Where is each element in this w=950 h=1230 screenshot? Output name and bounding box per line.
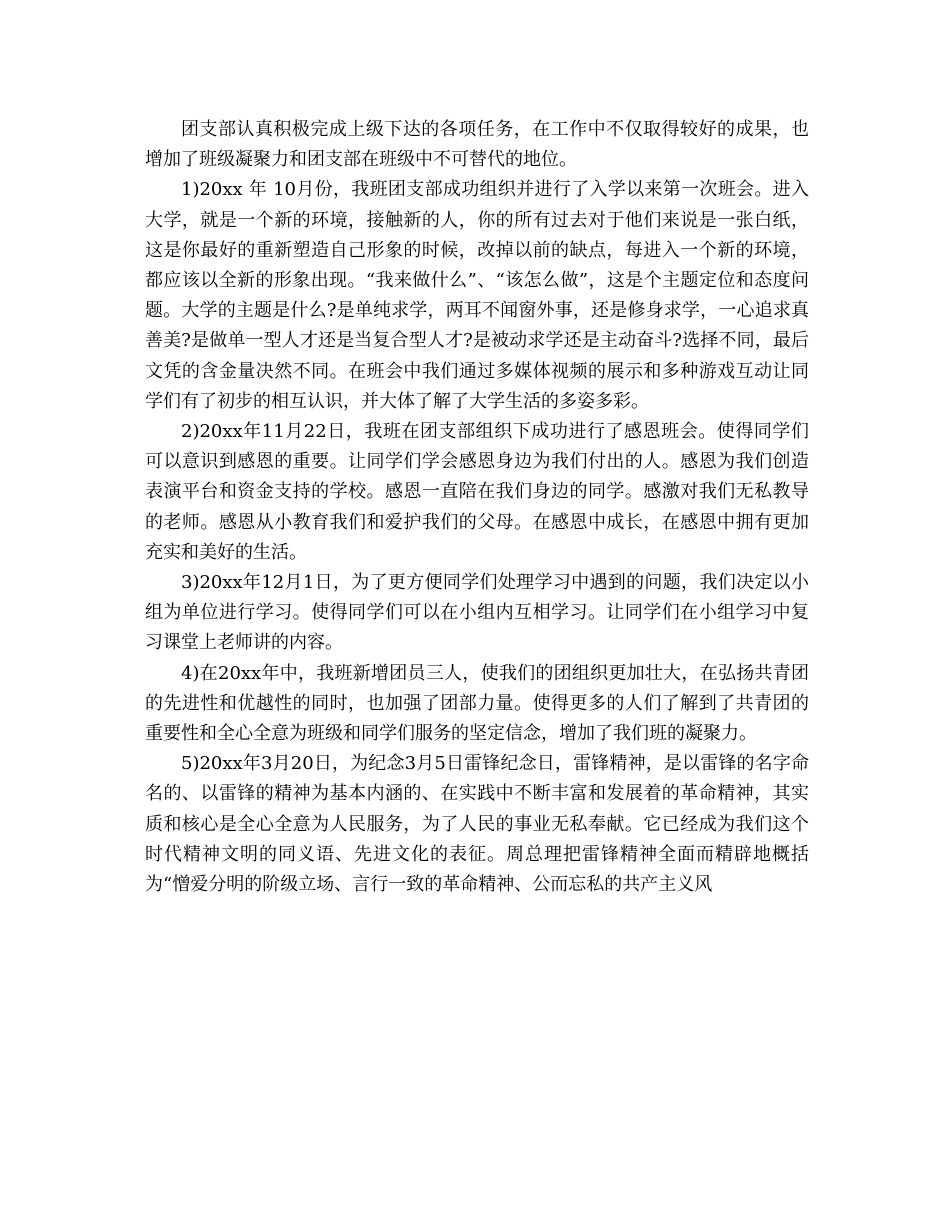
- paragraph-intro: 团支部认真积极完成上级下达的各项任务，在工作中不仅取得较好的成果，也增加了班级凝聚力和团支部在班级中不可替代的地位。: [145, 119, 809, 171]
- paragraph-item-2: 2)20xx年11月22日，我班在团支部组织下成功进行了感恩班会。使得同学们可以意识到感恩的重要。让同学们学会感恩身边为我们付出的人。感恩为我们创造表演平台和资金支持的学校。感恩一直陪在我们身边的同学。感激对我们无私教导的老师。感恩从小教育我们和爱护我们的父母。在感恩中成长，在感恩中拥有更加充实和美好的生活。: [145, 421, 809, 563]
- paragraph-item-1: 1)20xx 年 10月份，我班团支部成功组织并进行了入学以来第一次班会。进入大学，就是一个新的环境，接触新的人，你的所有过去对于他们来说是一张白纸，这是你最好的重新塑造自己形象的时候，改掉以前的缺点，每进入一个新的环境，都应该以全新的形象出现。“我来做什么”、“该怎么做”，这是个主题定位和态度问题。大学的主题是什么?是单纯求学，两耳不闻窗外事，还是修身求学，一心追求真善美?是做单一型人才还是当复合型人才?是被动求学还是主动奋斗?选择不同，最后文凭的含金量决然不同。在班会中我们通过多媒体视频的展示和多种游戏互动让同学们有了初步的相互认识，并大体了解了大学生活的多姿多彩。: [145, 179, 809, 412]
- document-body: [145, 115, 809, 900]
- paragraph-item-4: 4)在20xx年中，我班新增团员三人，使我们的团组织更加壮大，在弘扬共青团的先进性和优越性的同时，也加强了团部力量。使得更多的人们了解到了共青团的重要性和全心全意为班级和同学们服务的坚定信念，增加了我们班的凝聚力。: [145, 662, 809, 745]
- paragraph-item-5: 5)20xx年3月20日，为纪念3月5日雷锋纪念日，雷锋精神，是以雷锋的名字命名的、以雷锋的精神为基本内涵的、在实践中不断丰富和发展着的革命精神，其实质和核心是全心全意为人民服务，为了人民的事业无私奉献。它已经成为我们这个时代精神文明的同义语、先进文化的表征。周总理把雷锋精神全面而精辟地概括为“憎爱分明的阶级立场、言行一致的革命精神、公而忘私的共产主义风: [145, 753, 809, 896]
- paragraph-item-3: 3)20xx年12月1日，为了更方便同学们处理学习中遇到的问题，我们决定以小组为单位进行学习。使得同学们可以在小组内互相学习。让同学们在小组学习中复习课堂上老师讲的内容。: [145, 572, 809, 654]
